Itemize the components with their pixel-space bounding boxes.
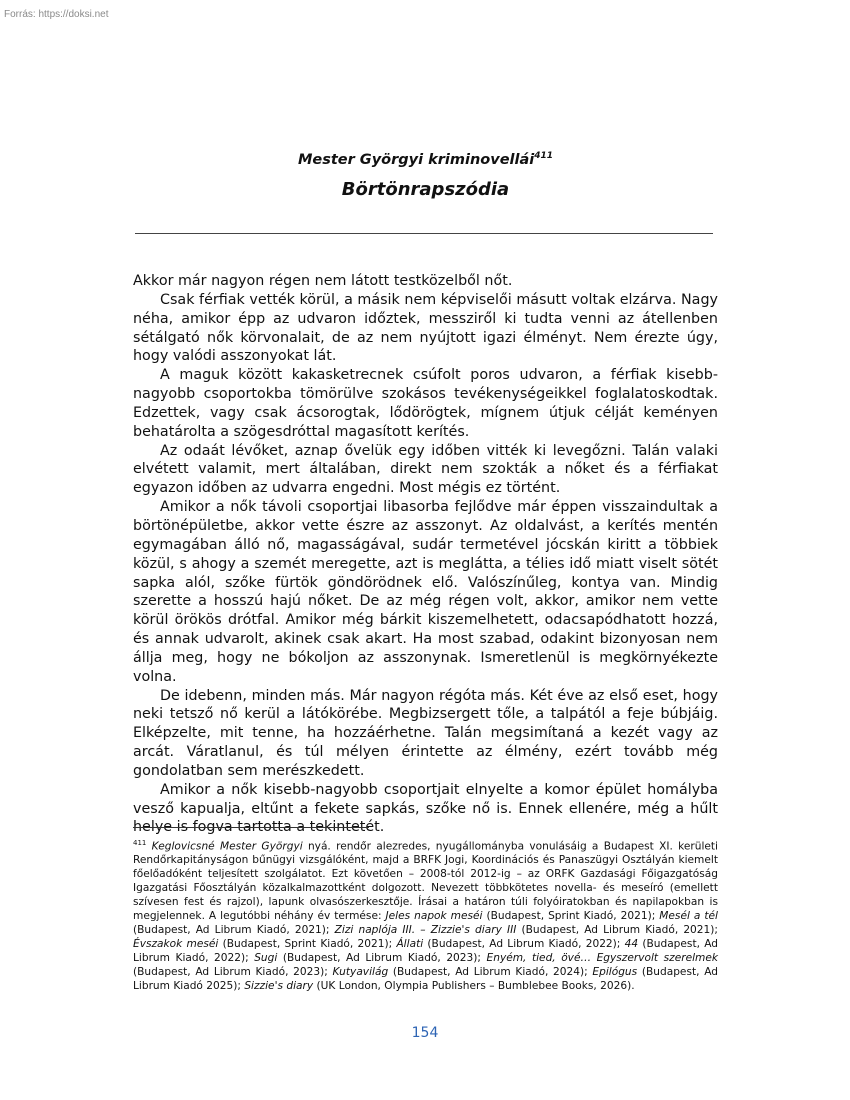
footnote-book-title: Állati bbox=[396, 937, 424, 950]
footnote-text bbox=[133, 841, 718, 992]
footnote-number: 411 bbox=[133, 839, 147, 847]
footnote-book-title: Jeles napok meséi bbox=[385, 910, 483, 923]
footnote bbox=[133, 837, 718, 994]
footnote-book-title: Enyém, tied, övé… Egyszervolt szerelmek bbox=[486, 951, 719, 964]
paragraph: Csak férfiak vették körül, a másik nem képviselői másutt voltak elzárva. Nagy néha, amikor épp az udvaron időztek, messziről ki tudta venni az átellenben sétálgató nők körvonalait, de az nem nyújtott igazi élményt. Nem érezte úgy, hogy valódi asszonyokat lát. bbox=[133, 291, 718, 365]
footnote-segment: (Budapest, Sprint Kiadó, 2021); bbox=[482, 910, 660, 923]
footnote-book-title: Mesél a tél bbox=[659, 910, 718, 923]
source-watermark[interactable]: Forrás: https://doksi.net bbox=[4, 9, 109, 20]
paragraph: A maguk között kakasketrecnek csúfolt poros udvaron, a férfiak kisebb-nagyobb csoportokba tömörülve szokásos tevékenységeikkel foglalatoskodtak. Edzettek, vagy csak ácsorogtak, lődörögtek, mígnem útjuk célját keményen behatárolta a szögesdróttal magasított kerítés. bbox=[133, 367, 718, 440]
footnote-segment: (UK London, Olympia Publishers – Bumblebee Books, 2026). bbox=[313, 979, 635, 992]
page-number: 154 bbox=[411, 1025, 439, 1041]
footnote-book-title: Sizzie's diary bbox=[244, 979, 314, 992]
footnote-segment: (Budapest, Ad Librum Kiadó, 2023); bbox=[277, 951, 487, 964]
footnote-segment: (Budapest, Sprint Kiadó, 2021); bbox=[218, 937, 397, 950]
footnote-segment: (Budapest, Ad Librum Kiadó, 2024); bbox=[388, 965, 593, 978]
story-title: Börtönrapszódia bbox=[341, 179, 510, 200]
footnote-book-title: Epilógus bbox=[592, 965, 638, 978]
footnote-segment: (Budapest, Ad Librum Kiadó, 2022); bbox=[133, 937, 718, 964]
footnote-reference[interactable]: 411 bbox=[534, 151, 554, 161]
paragraph: Amikor a nők távoli csoportjai libasorba fejlődve már éppen visszaindultak a börtönépületbe, akkor vette észre az asszonyt. Az oldalvást, a kerítés mentén egymagában álló nő, magasságával, sudár termetével jócskán kiritt a többiek közül, s ahogy a szemét meregette, azt is meglátta, a télies idő miatt viselt sötét sapka alól, szőke fürtök göndörödnek elő. Valószínűleg, kontya van. Mindig szerette a hosszú hajú nőket. De az még régen volt, akkor, amikor nem vette körül örökös drótfal. Amikor még bárkit kiszemelhetett, odacsapódhatott hozzá, és annak udvarolt, akinek csak akart. Ha most szabad, odakint bizonyosan nem állja meg, hogy ne bókoljon az asszonynak. Ismeretlenül is megkörnyékezte volna. bbox=[133, 499, 718, 685]
footnote-book-title: Zizi naplója III. – Zizzie's diary III bbox=[334, 923, 517, 936]
footnote-segment: (Budapest, Ad Librum Kiadó, 2022); bbox=[423, 937, 625, 950]
paragraph: Az odaát lévőket, aznap ővelük egy időben vitték ki levegőzni. Talán valaki elvétett valamit, mert általában, direkt nem szokták a nőket és a férfiakat egyazon időben az udvarra engedni. Most mégis ez történt. bbox=[133, 442, 718, 497]
footnote-book-title: Keglovicsné Mester Györgyi bbox=[151, 840, 303, 853]
paragraph: De idebenn, minden más. Már nagyon régóta más. Két éve az első eset, hogy neki tetsző nő kerül a látókörébe. Megbizsergett tőle, a talpától a feje búbjáig. Elképzelte, mit tenne, ha hozzáérhetne. Talán megsimítaná a kezét vagy az arcát. Váratlanul, és túl mélyen érintette az élmény, ezért tovább még gondolatban sem merészkedett. bbox=[133, 687, 718, 779]
footnote-divider bbox=[133, 827, 369, 828]
footnote-segment: (Budapest, Ad Librum Kiadó, 2021); bbox=[516, 923, 718, 936]
footnote-segment: (Budapest, Ad Librum Kiadó, 2023); bbox=[133, 965, 333, 978]
paragraph: Akkor már nagyon régen nem látott testközelből nőt. bbox=[133, 273, 513, 289]
footnote-book-title: 44 bbox=[624, 937, 639, 950]
footnote-segment: (Budapest, Ad Librum Kiadó 2025); bbox=[133, 965, 718, 992]
footnote-segment: (Budapest, Ad Librum Kiadó, 2021); bbox=[133, 923, 335, 936]
story-body bbox=[133, 272, 718, 837]
footnote-book-title: Sugi bbox=[254, 951, 278, 964]
title-divider bbox=[135, 233, 713, 234]
series-title-text: Mester Györgyi kriminovellái bbox=[297, 151, 535, 168]
paragraph: Amikor a nők kisebb-nagyobb csoportjait elnyelte a komor épület homályba vesző kapualja, eltűnt a fekete sapkás, szőke nő is. Ennek ellenére, még a hűlt helye is fogva tartotta a tekintetét. bbox=[133, 781, 718, 836]
footnote-segment: nyá. rendőr alezredes, nyugállományba vonulásáig a Budapest XI. kerületi Rendőrkapitányságon bűnügyi vizsgálóként, majd a BRFK Jogi, Koordinációs és Panaszügyi Osztályán kiemelt főelőadóként teljesített szolgálatot. Ezt követően – 2008-tól 2012-ig – az ORFK Gazdasági Főigazgatóság Igazgatási Főosztályán közalkalmazottként dolgozott. Nevezett többkötetes novella- és meseíró (emellett szívesen fest és rajzol), lapunk olvasószerkesztője. Írásai a határon túli folyóiratokban és napilapokban is megjelennek. A legutóbbi néhány év termése: bbox=[133, 840, 718, 923]
footnote-book-title: Kutyavilág bbox=[332, 965, 389, 978]
series-title bbox=[133, 151, 718, 168]
footnote-book-title: Évszakok meséi bbox=[133, 937, 219, 950]
